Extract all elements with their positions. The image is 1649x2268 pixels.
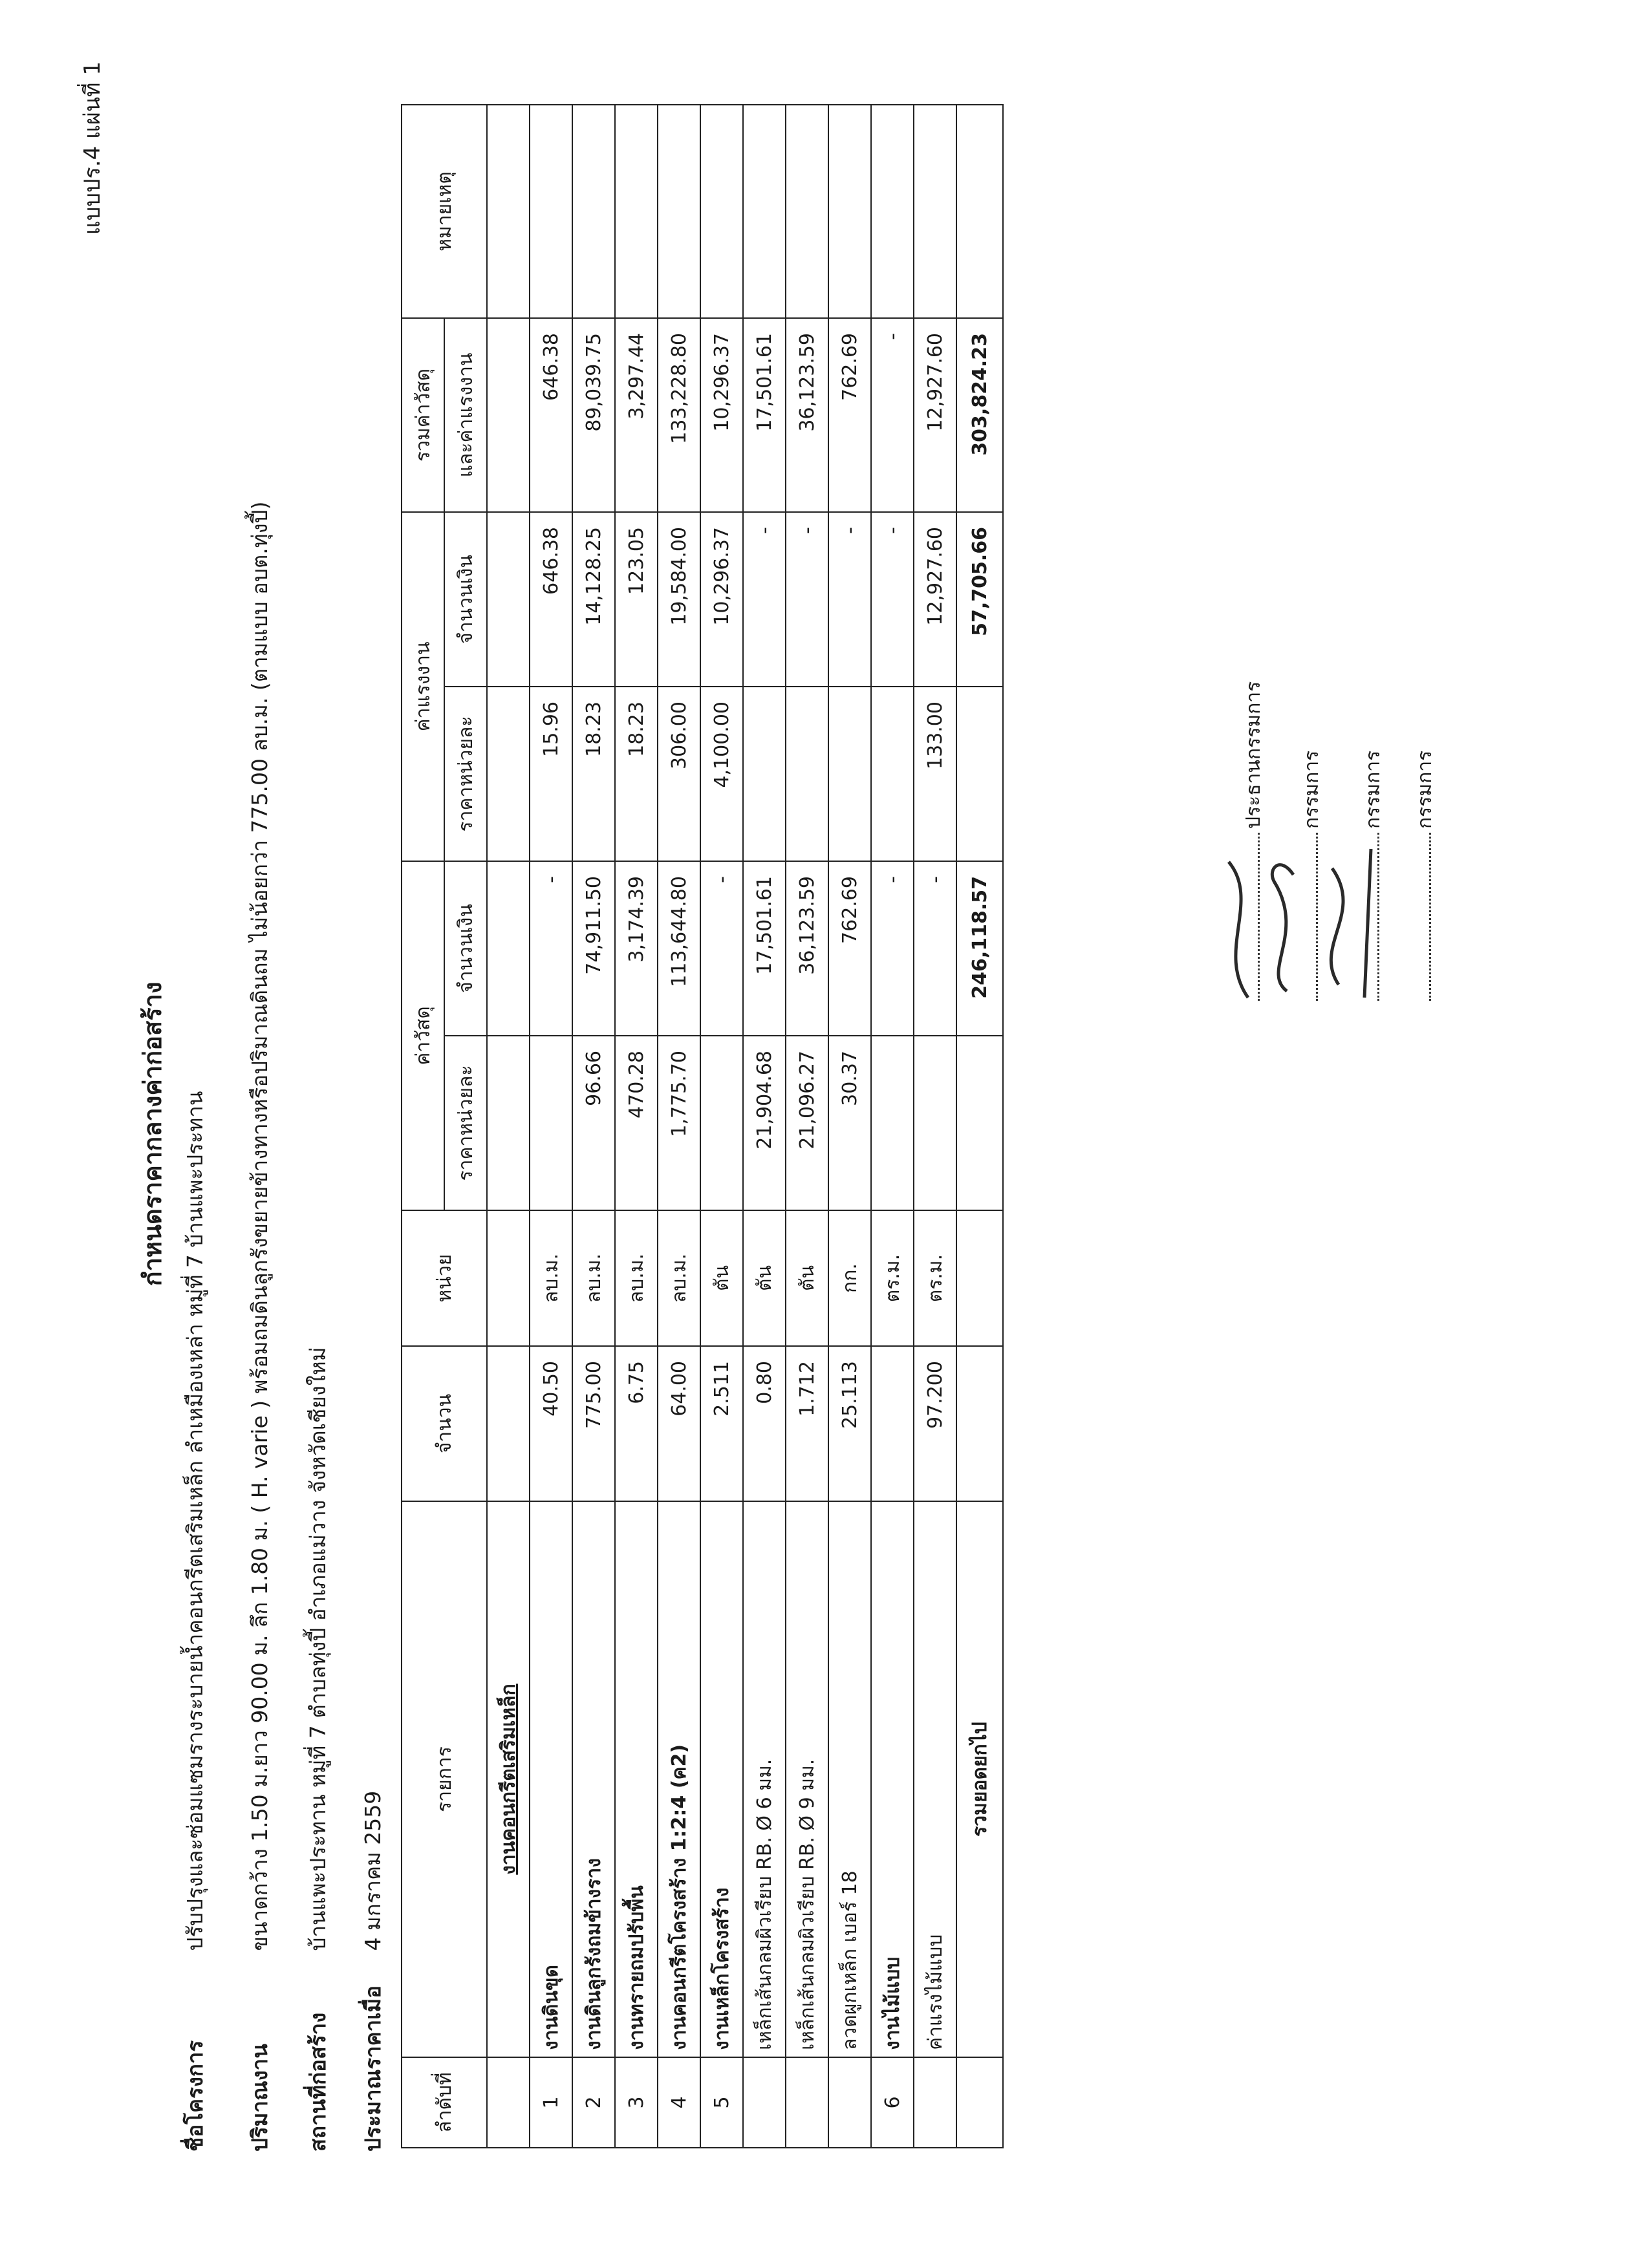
cell-mat-amt: 3,174.39 bbox=[615, 861, 658, 1036]
header-remark: หมายเหตุ bbox=[402, 105, 487, 318]
cell-unit: ลบ.ม. bbox=[572, 1210, 615, 1346]
table-row bbox=[615, 105, 658, 2148]
signature-member-1: กรรมการ bbox=[1297, 751, 1327, 1001]
location-label: สถานที่ก่อสร้าง bbox=[305, 2012, 330, 2152]
cell-total: 17,501.61 bbox=[743, 318, 786, 512]
cell-mat-amt: - bbox=[700, 861, 743, 1036]
cell-remark bbox=[658, 105, 700, 318]
date-value: 4 มกราคม 2559 bbox=[360, 1790, 385, 1951]
cell-mat-amt: - bbox=[530, 861, 572, 1036]
project-value: ปรับปรุงและซ่อมแซมรางระบายน้ำคอนกรีตเสริมเหล็ก ลำเหมืองเหล่า หมู่ที่ 7 บ้านแพะประทาน bbox=[182, 1091, 208, 1951]
cell-no bbox=[743, 2057, 786, 2148]
cell-item: งานเหล็กโครงสร้าง bbox=[700, 1501, 743, 2057]
header-total-sub: และค่าแรงงาน bbox=[444, 318, 487, 512]
table-row bbox=[700, 105, 743, 2148]
header-lab-amount: จำนวนเงิน bbox=[444, 512, 487, 687]
cell-mat-unit bbox=[871, 1036, 914, 1210]
total-label: รวมยอดยกไป bbox=[956, 1501, 1003, 2057]
cell-qty: 97.200 bbox=[914, 1346, 956, 1501]
quantity-row bbox=[242, 502, 277, 2152]
cell-no: 2 bbox=[572, 2057, 615, 2148]
project-label: ชื่อโครงการ bbox=[182, 2040, 208, 2152]
cell-lab-unit: 4,100.00 bbox=[700, 687, 743, 861]
table-row bbox=[530, 105, 572, 2148]
cell-unit: ลบ.ม. bbox=[615, 1210, 658, 1346]
cell-item: งานดินลูกรังถมข้างราง bbox=[572, 1501, 615, 2057]
cell-item: เหล็กเส้นกลมผิวเรียบ RB. Ø 9 มม. bbox=[786, 1501, 828, 2057]
cell-mat-amt: 17,501.61 bbox=[743, 861, 786, 1036]
cell-qty: 64.00 bbox=[658, 1346, 700, 1501]
cell-remark bbox=[700, 105, 743, 318]
quantity-value: ขนาดกว้าง 1.50 ม.ยาว 90.00 ม. ลึก 1.80 ม. ( H. varie ) พร้อมถมดินลูกรังขยายข้างทางหรือปริมาณดินถม ไม่น้อยกว่า 775.00 ลบ.ม. (ตามแบบ อบต.ทุ่งปี้) bbox=[247, 501, 272, 1951]
cell-remark bbox=[786, 105, 828, 318]
cell-mat-unit: 30.37 bbox=[828, 1036, 871, 1210]
location-row bbox=[301, 1347, 335, 2152]
header-labor: ค่าแรงงาน bbox=[402, 512, 444, 861]
project-row bbox=[178, 1091, 212, 2152]
cell-lab-amt: - bbox=[743, 512, 786, 687]
cell-unit: ตัน bbox=[743, 1210, 786, 1346]
cell-mat-unit: 21,904.68 bbox=[743, 1036, 786, 1210]
cell-lab-amt: 19,584.00 bbox=[658, 512, 700, 687]
cell-total: 12,927.60 bbox=[914, 318, 956, 512]
cell-item: ลวดผูกเหล็ก เบอร์ 18 bbox=[828, 1501, 871, 2057]
cell-item: งานทรายถมปรับพื้น bbox=[615, 1501, 658, 2057]
header-lab-unit-price: ราคาหน่วยละ bbox=[444, 687, 487, 861]
header-material: ค่าวัสดุ bbox=[402, 861, 444, 1210]
total-row bbox=[956, 105, 1003, 2148]
header-unit: หน่วย bbox=[402, 1210, 487, 1346]
cell-unit: ตัน bbox=[700, 1210, 743, 1346]
cell-mat-unit: 21,096.27 bbox=[786, 1036, 828, 1210]
cell-lab-unit: 133.00 bbox=[914, 687, 956, 861]
form-number: แบบปร.4 แผ่นที่ 1 bbox=[80, 61, 105, 235]
cell-mat-amt: 113,644.80 bbox=[658, 861, 700, 1036]
header-total: รวมค่าวัสดุ bbox=[402, 318, 444, 512]
date-row bbox=[356, 1791, 390, 2152]
section-title: งานคอนกรีตเสริมเหล็ก bbox=[487, 1501, 530, 2057]
header-mat-unit-price: ราคาหน่วยละ bbox=[444, 1036, 487, 1210]
cost-table bbox=[401, 104, 1004, 2148]
cell-mat-amt: - bbox=[914, 861, 956, 1036]
cell-unit: ตร.ม. bbox=[914, 1210, 956, 1346]
cell-no: 1 bbox=[530, 2057, 572, 2148]
cell-lab-amt: 646.38 bbox=[530, 512, 572, 687]
cell-lab-unit bbox=[786, 687, 828, 861]
cell-item: งานดินขุด bbox=[530, 1501, 572, 2057]
cell-lab-unit bbox=[828, 687, 871, 861]
cell-mat-unit bbox=[700, 1036, 743, 1210]
total-material: 246,118.57 bbox=[956, 861, 1003, 1036]
cell-unit: ลบ.ม. bbox=[530, 1210, 572, 1346]
cell-no bbox=[786, 2057, 828, 2148]
header-mat-amount: จำนวนเงิน bbox=[444, 861, 487, 1036]
cell-mat-amt: 36,123.59 bbox=[786, 861, 828, 1036]
table-row bbox=[743, 105, 786, 2148]
cell-lab-amt: 123.05 bbox=[615, 512, 658, 687]
cell-no: 6 bbox=[871, 2057, 914, 2148]
table-row bbox=[658, 105, 700, 2148]
cell-total: 133,228.80 bbox=[658, 318, 700, 512]
cell-total: 89,039.75 bbox=[572, 318, 615, 512]
cell-total: 646.38 bbox=[530, 318, 572, 512]
cell-qty: 0.80 bbox=[743, 1346, 786, 1501]
document-title: กำหนดราคากลางค่าก่อสร้าง bbox=[138, 981, 167, 1287]
cell-mat-unit: 1,775.70 bbox=[658, 1036, 700, 1210]
cell-total: 36,123.59 bbox=[786, 318, 828, 512]
cell-mat-unit: 470.28 bbox=[615, 1036, 658, 1210]
cell-remark bbox=[530, 105, 572, 318]
cell-item: ค่าแรงไม้แบบ bbox=[914, 1501, 956, 2057]
cell-unit: ลบ.ม. bbox=[658, 1210, 700, 1346]
table-row bbox=[828, 105, 871, 2148]
table-row bbox=[572, 105, 615, 2148]
cell-no bbox=[914, 2057, 956, 2148]
cell-lab-unit: 15.96 bbox=[530, 687, 572, 861]
header-no: ลำดับที่ bbox=[402, 2057, 487, 2148]
cell-qty: 2.511 bbox=[700, 1346, 743, 1501]
cell-lab-amt: 14,128.25 bbox=[572, 512, 615, 687]
cell-lab-amt: - bbox=[786, 512, 828, 687]
cell-no: 5 bbox=[700, 2057, 743, 2148]
header-qty: จำนวน bbox=[402, 1346, 487, 1501]
cell-qty bbox=[871, 1346, 914, 1501]
cell-mat-unit: 96.66 bbox=[572, 1036, 615, 1210]
cell-lab-amt: - bbox=[871, 512, 914, 687]
cell-item: งานไม้แบบ bbox=[871, 1501, 914, 2057]
signature-member-3: กรรมการ bbox=[1410, 751, 1440, 1001]
location-value: บ้านแพะประทาน หมู่ที่ 7 ตำบลทุ่งปี้ อำเภอแม่วาง จังหวัดเชียงใหม่ bbox=[305, 1347, 330, 1951]
cell-lab-unit bbox=[743, 687, 786, 861]
cell-remark bbox=[743, 105, 786, 318]
total-labor: 57,705.66 bbox=[956, 512, 1003, 687]
cell-qty: 1.712 bbox=[786, 1346, 828, 1501]
cell-lab-unit: 18.23 bbox=[615, 687, 658, 861]
cell-total: 3,297.44 bbox=[615, 318, 658, 512]
cell-lab-unit bbox=[871, 687, 914, 861]
cell-item: เหล็กเส้นกลมผิวเรียบ RB. Ø 6 มม. bbox=[743, 1501, 786, 2057]
cell-lab-amt: - bbox=[828, 512, 871, 687]
cell-total: 10,296.37 bbox=[700, 318, 743, 512]
table-row bbox=[786, 105, 828, 2148]
cell-lab-unit: 18.23 bbox=[572, 687, 615, 861]
cell-unit: ตร.ม. bbox=[871, 1210, 914, 1346]
cell-remark bbox=[615, 105, 658, 318]
cell-mat-amt: - bbox=[871, 861, 914, 1036]
cell-qty: 6.75 bbox=[615, 1346, 658, 1501]
table-row bbox=[914, 105, 956, 2148]
cell-mat-amt: 74,911.50 bbox=[572, 861, 615, 1036]
cell-qty: 775.00 bbox=[572, 1346, 615, 1501]
cell-qty: 25.113 bbox=[828, 1346, 871, 1501]
cell-total: - bbox=[871, 318, 914, 512]
cell-remark bbox=[914, 105, 956, 318]
cell-lab-amt: 10,296.37 bbox=[700, 512, 743, 687]
section-row bbox=[487, 105, 530, 2148]
cell-remark bbox=[572, 105, 615, 318]
cell-unit: กก. bbox=[828, 1210, 871, 1346]
cell-item: งานคอนกรีตโครงสร้าง 1:2:4 (ค2) bbox=[658, 1501, 700, 2057]
cell-mat-unit bbox=[530, 1036, 572, 1210]
cell-lab-amt: 12,927.60 bbox=[914, 512, 956, 687]
cell-no: 4 bbox=[658, 2057, 700, 2148]
cell-qty: 40.50 bbox=[530, 1346, 572, 1501]
grand-total: 303,824.23 bbox=[956, 318, 1003, 512]
signature-chairman: ประธานกรรมการ bbox=[1238, 681, 1269, 1001]
date-label: ประมาณราคาเมื่อ bbox=[360, 1985, 385, 2152]
cell-remark bbox=[828, 105, 871, 318]
table-row bbox=[871, 105, 914, 2148]
cell-no bbox=[828, 2057, 871, 2148]
cell-remark bbox=[871, 105, 914, 318]
cell-unit: ตัน bbox=[786, 1210, 828, 1346]
cell-no: 3 bbox=[615, 2057, 658, 2148]
cell-total: 762.69 bbox=[828, 318, 871, 512]
cell-mat-amt: 762.69 bbox=[828, 861, 871, 1036]
header-item: รายการ bbox=[402, 1501, 487, 2057]
cell-mat-unit bbox=[914, 1036, 956, 1210]
quantity-label: ปริมาณงาน bbox=[247, 2044, 272, 2152]
signature-member-2: กรรมการ bbox=[1358, 751, 1388, 1001]
cell-lab-unit: 306.00 bbox=[658, 687, 700, 861]
